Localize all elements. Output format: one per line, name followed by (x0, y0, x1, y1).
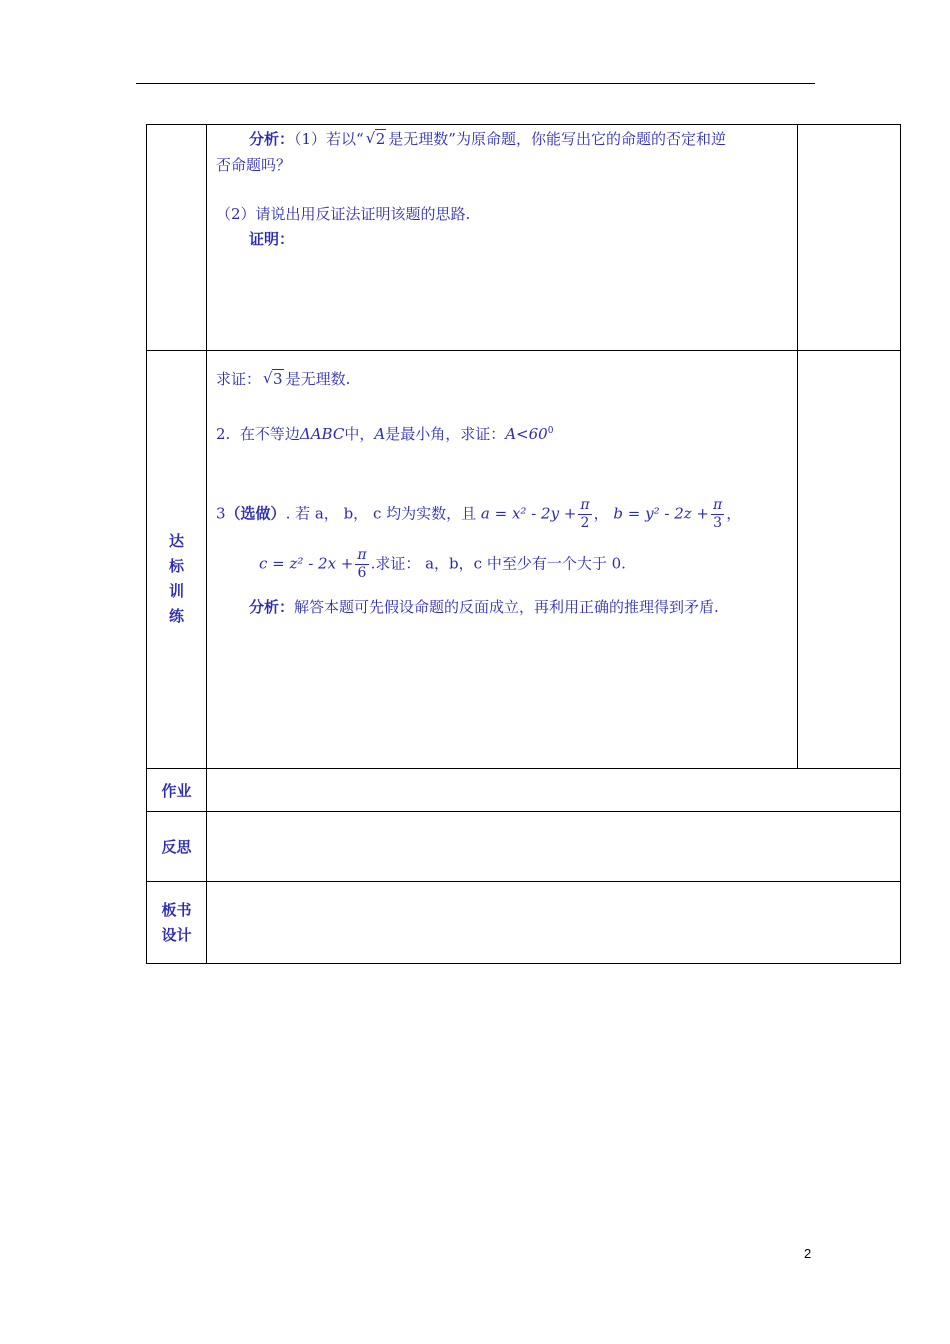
fraction-pi-3: $\frac{\pi}{3}$ (712, 497, 723, 531)
homework-label: 作业 (147, 769, 207, 812)
board-design-label: 板书 设计 (147, 882, 207, 964)
fraction-pi-2: $\frac{\pi}{2}$ (580, 497, 590, 531)
analysis-notes-cell (798, 125, 901, 351)
question-3: 3（选做）. 若 a， b， c 均为实数，且 a = x² - 2y + $\frac{\pi}{2}$ ， b = y² - 2z + $\frac{\pi}{3}$ ， (216, 497, 742, 531)
fraction-pi-6: $\frac{\pi}{6}$ (357, 547, 367, 581)
practice-row (147, 351, 901, 769)
sqrt-symbol: √ 2 (366, 127, 387, 151)
homework-cell (207, 769, 901, 812)
analysis-line-3: （2）请说出用反证法证明该题的思路. (216, 205, 471, 223)
board-design-cell (207, 882, 901, 964)
analysis-cell (207, 125, 798, 351)
practice-analysis: 分析：解答本题可先假设命题的反面成立，再利用正确的推理得到矛盾. (249, 598, 719, 616)
analysis-row (147, 125, 901, 351)
lesson-table (146, 124, 901, 964)
practice-notes-cell (798, 351, 901, 769)
question-3-cont: c = z² - 2x + $\frac{\pi}{6}$ .求证： a，b，c 中至少有一个大于 0. (259, 547, 626, 581)
proof-label: 证明： (249, 230, 295, 248)
question-1: 求证：√ 3 是无理数. (216, 367, 350, 391)
sqrt-symbol: √ 3 (263, 367, 284, 391)
analysis-row-label (147, 125, 207, 351)
page-number: 2 (804, 1246, 812, 1261)
practice-label: 达 标 训 练 (147, 351, 207, 769)
header-rule (136, 83, 815, 84)
reflection-label: 反思 (147, 812, 207, 882)
analysis-line-1: 分析：（1）若以“√ 2 是无理数”为原命题，你能写出它的命题的否定和逆 (249, 127, 726, 151)
practice-cell (207, 351, 798, 769)
question-2: 2. 在不等边ΔABC中，A是最小角，求证：$A<60^0$ (216, 425, 554, 443)
analysis-line-2: 否命题吗？ (216, 156, 292, 174)
reflection-cell (207, 812, 901, 882)
reflection-row (147, 812, 901, 882)
homework-row (147, 769, 901, 812)
board-design-row (147, 882, 901, 964)
